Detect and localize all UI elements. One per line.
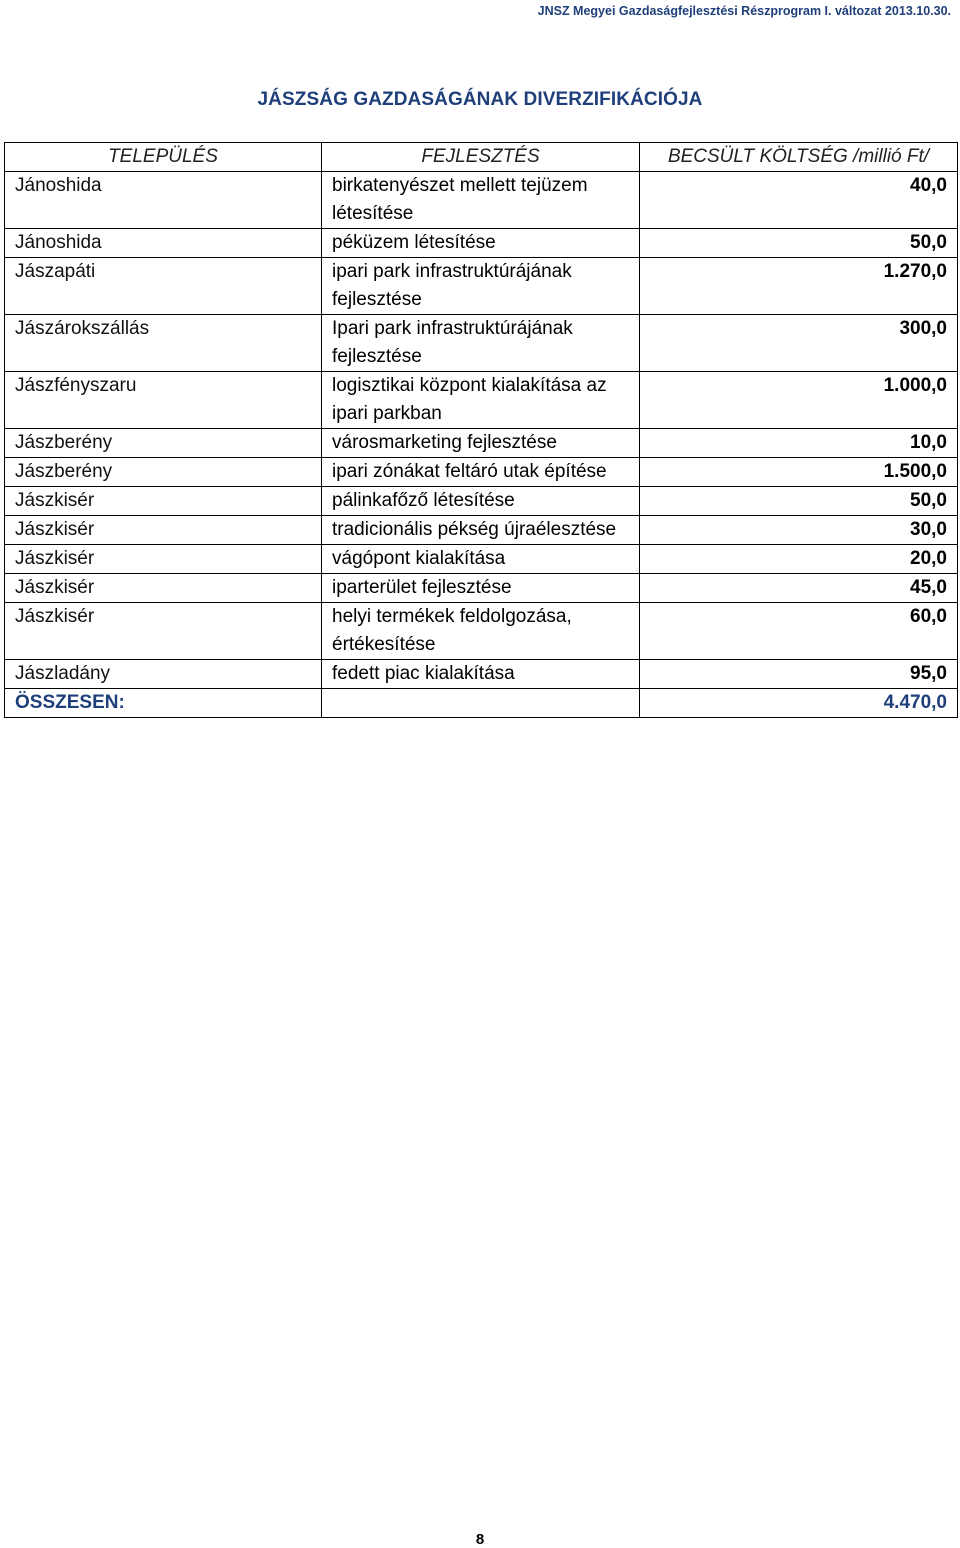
- table-header-row: [5, 143, 958, 172]
- settlement-cell: Jánoshida: [5, 229, 322, 258]
- development-cell: vágópont kialakítása: [322, 545, 640, 574]
- cost-cell: 300,0: [640, 315, 958, 372]
- settlement-cell: Jászapáti: [5, 258, 322, 315]
- development-cell: helyi termékek feldolgozása, értékesítése: [322, 603, 640, 660]
- development-cell: iparterület fejlesztése: [322, 574, 640, 603]
- table-row: [5, 487, 958, 516]
- total-value: 4.470,0: [640, 689, 958, 718]
- development-cell: Ipari park infrastruktúrájának fejlesztése: [322, 315, 640, 372]
- development-cell: ipari zónákat feltáró utak építése: [322, 458, 640, 487]
- cost-cell: 10,0: [640, 429, 958, 458]
- settlement-cell: Jászkisér: [5, 603, 322, 660]
- cost-table: [4, 142, 958, 718]
- settlement-cell: Jászladány: [5, 660, 322, 689]
- page-title: JÁSZSÁG GAZDASÁGÁNAK DIVERZIFIKÁCIÓJA: [257, 89, 703, 110]
- cost-cell: 30,0: [640, 516, 958, 545]
- settlement-cell: Jászfényszaru: [5, 372, 322, 429]
- development-cell: logisztikai központ kialakítása az ipari parkban: [322, 372, 640, 429]
- table-row: [5, 229, 958, 258]
- table-row: [5, 516, 958, 545]
- cost-cell: 45,0: [640, 574, 958, 603]
- cost-cell: 60,0: [640, 603, 958, 660]
- settlement-cell: Jászkisér: [5, 487, 322, 516]
- cost-cell: 95,0: [640, 660, 958, 689]
- table-row: [5, 258, 958, 315]
- development-cell: fedett piac kialakítása: [322, 660, 640, 689]
- development-cell: birkatenyészet mellett tejüzem létesítése: [322, 172, 640, 229]
- table-row: [5, 545, 958, 574]
- cost-cell: 50,0: [640, 487, 958, 516]
- column-header-cost: BECSÜLT KÖLTSÉG /millió Ft/: [640, 143, 958, 172]
- table-row: [5, 458, 958, 487]
- table-row: [5, 574, 958, 603]
- cost-cell: 20,0: [640, 545, 958, 574]
- page-number: 8: [475, 1531, 485, 1548]
- table-row: [5, 372, 958, 429]
- settlement-cell: Jászberény: [5, 429, 322, 458]
- settlement-cell: Jászkisér: [5, 574, 322, 603]
- cost-cell: 1.500,0: [640, 458, 958, 487]
- cost-cell: 40,0: [640, 172, 958, 229]
- settlement-cell: Jászberény: [5, 458, 322, 487]
- development-cell: városmarketing fejlesztése: [322, 429, 640, 458]
- total-row: [5, 689, 958, 718]
- total-empty-cell: [322, 689, 640, 718]
- development-cell: ipari park infrastruktúrájának fejlesztése: [322, 258, 640, 315]
- table-row: [5, 660, 958, 689]
- settlement-cell: Jászkisér: [5, 516, 322, 545]
- development-cell: péküzem létesítése: [322, 229, 640, 258]
- running-header: JNSZ Megyei Gazdaságfejlesztési Részprogram I. változat 2013.10.30.: [537, 4, 951, 18]
- cost-cell: 1.270,0: [640, 258, 958, 315]
- table-row: [5, 172, 958, 229]
- settlement-cell: Jászkisér: [5, 545, 322, 574]
- development-cell: pálinkafőző létesítése: [322, 487, 640, 516]
- table-row: [5, 315, 958, 372]
- settlement-cell: Jánoshida: [5, 172, 322, 229]
- table-body: [5, 172, 958, 689]
- table-row: [5, 429, 958, 458]
- settlement-cell: Jászárokszállás: [5, 315, 322, 372]
- total-label: ÖSSZESEN:: [5, 689, 322, 718]
- column-header-development: FEJLESZTÉS: [322, 143, 640, 172]
- table-row: [5, 603, 958, 660]
- cost-cell: 1.000,0: [640, 372, 958, 429]
- development-cell: tradicionális pékség újraélesztése: [322, 516, 640, 545]
- column-header-settlement: TELEPÜLÉS: [5, 143, 322, 172]
- cost-cell: 50,0: [640, 229, 958, 258]
